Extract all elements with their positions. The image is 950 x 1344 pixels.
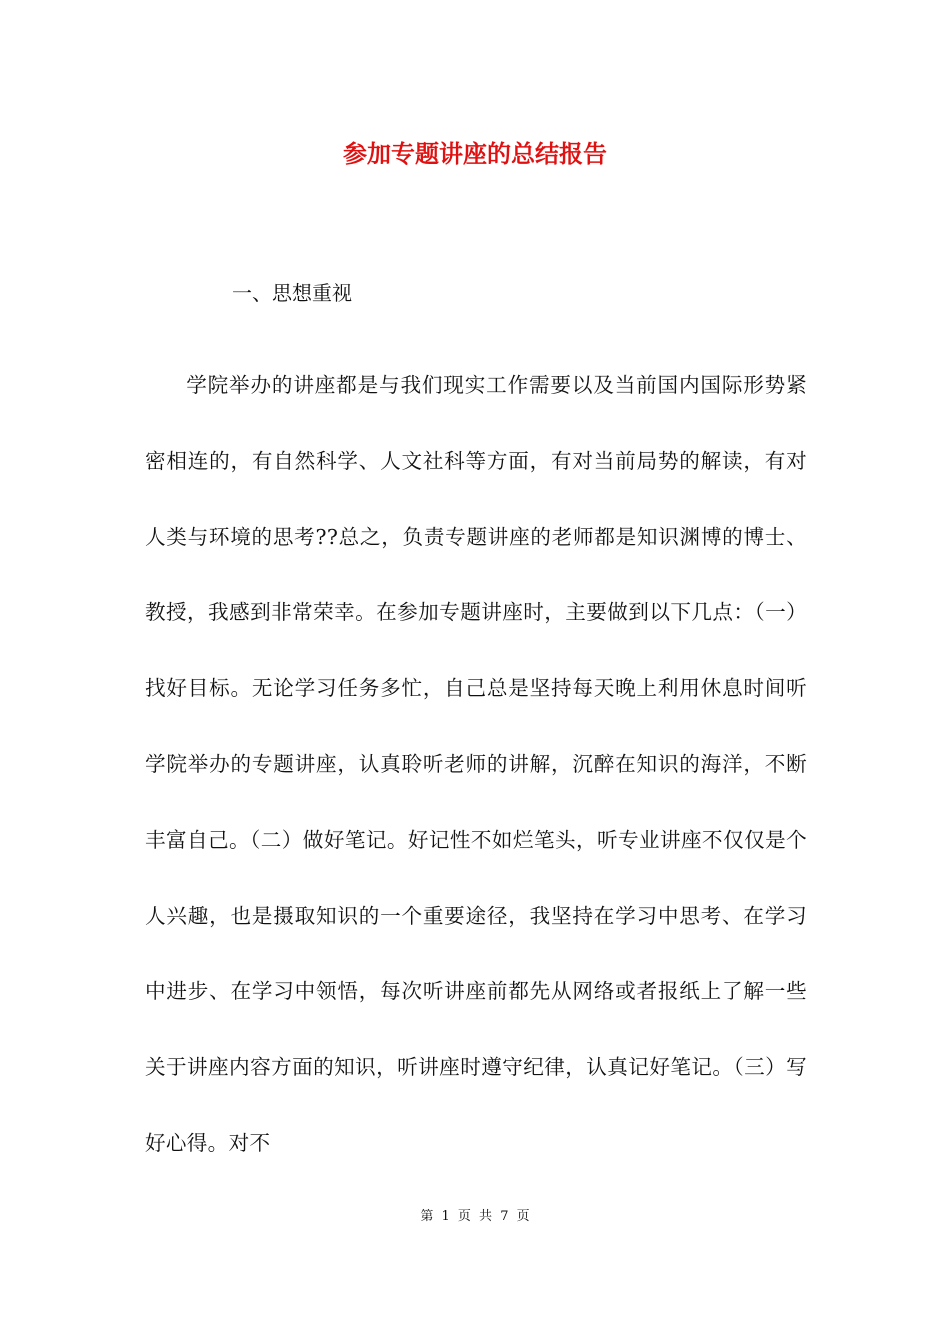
- document-title: 参加专题讲座的总结报告: [343, 139, 607, 168]
- body-paragraph: 学院举办的讲座都是与我们现实工作需要以及当前国内国际形势紧密相连的，有自然科学、人文社科等方面，有对当前局势的解读，有对人类与环境的思考??总之，负责专题讲座的老师都是知识渊博的博士、教授，我感到非常荣幸。在参加专题讲座时，主要做到以下几点：（一）找好目标。无论学习任务多忙，自己总是坚持每天晚上利用休息时间听学院举办的专题讲座，认真聆听老师的讲解，沉醉在知识的海洋，不断丰富自己。（二）做好笔记。好记性不如烂笔头，听专业讲座不仅仅是个人兴趣，也是摄取知识的一个重要途径，我坚持在学习中思考、在学习中进步、在学习中领悟，每次听讲座前都先从网络或者报纸上了解一些关于讲座内容方面的知识，听讲座时遵守纪律，认真记好笔记。（三）写好心得。对不: [145, 373, 807, 1155]
- page-indicator: 第 1 页 共 7 页: [420, 1209, 530, 1224]
- section-heading: 一、思想重视: [232, 281, 352, 305]
